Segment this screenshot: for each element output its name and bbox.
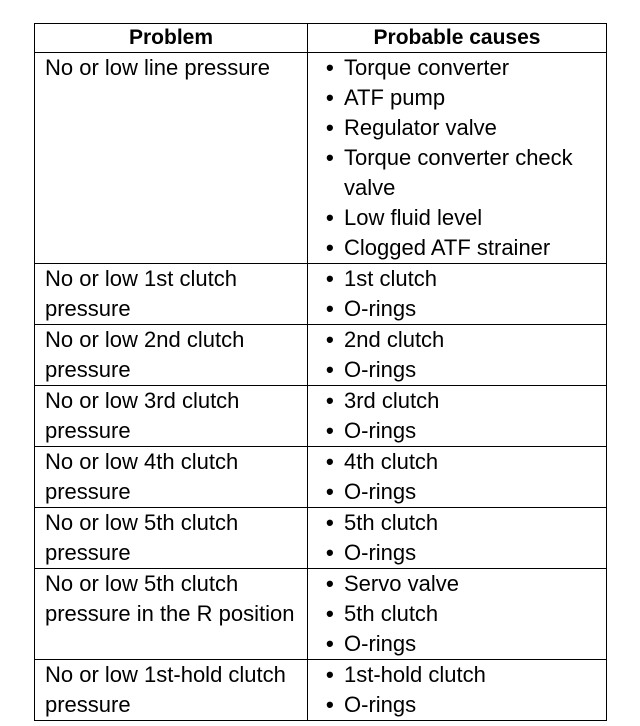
problem-text: No or low 5th clutch pressure in the R position [45,571,295,626]
cause-text: O-rings [344,692,417,717]
cause-text: Servo valve [344,571,459,596]
cause-text: O-rings [344,631,417,656]
table-row [35,660,607,721]
cause-item [322,660,600,690]
problem-text: No or low 3rd clutch pressure [45,388,240,443]
cause-text: 5th clutch [344,601,439,626]
problem-cell [35,264,308,325]
bullet-icon: • [326,449,334,474]
causes-cell [308,386,607,447]
problem-cell [35,660,308,721]
bullet-icon: • [326,418,334,443]
bullet-icon: • [326,571,334,596]
bullet-icon: • [326,205,334,230]
header-problem: Problem [35,24,308,53]
diagnosis-table [34,23,607,721]
bullet-icon: • [326,327,334,352]
problem-cell [35,53,308,264]
cause-item [322,264,600,294]
cause-text: Torque converter check valve [344,145,573,200]
cause-text: 1st-hold clutch [344,662,486,687]
cause-text: O-rings [344,296,417,321]
cause-list [308,53,606,263]
cause-item [322,143,600,203]
cause-item [322,83,600,113]
cause-text: 1st clutch [344,266,437,291]
bullet-icon: • [326,662,334,687]
bullet-icon: • [326,296,334,321]
cause-text: O-rings [344,479,417,504]
cause-item [322,477,600,507]
cause-item [322,294,600,324]
table-row [35,53,607,264]
cause-item [322,53,600,83]
bullet-icon: • [326,388,334,413]
cause-item [322,569,600,599]
problem-cell [35,447,308,508]
bullet-icon: • [326,85,334,110]
bullet-icon: • [326,631,334,656]
bullet-icon: • [326,601,334,626]
problem-cell [35,325,308,386]
cause-text: Low fluid level [344,205,483,230]
causes-cell [308,660,607,721]
cause-text: 3rd clutch [344,388,440,413]
causes-cell [308,264,607,325]
cause-item [322,113,600,143]
cause-text: 4th clutch [344,449,439,474]
causes-cell [308,447,607,508]
table-row [35,386,607,447]
problem-cell [35,508,308,569]
cause-item [322,416,600,446]
table-body [35,53,607,721]
cause-item [322,233,600,263]
bullet-icon: • [326,692,334,717]
table-row [35,569,607,660]
bullet-icon: • [326,266,334,291]
cause-item [322,599,600,629]
cause-list [308,508,606,568]
table-row [35,325,607,386]
cause-text: Clogged ATF strainer [344,235,551,260]
cause-text: 2nd clutch [344,327,445,352]
cause-item [322,508,600,538]
cause-item [322,690,600,720]
problem-cell [35,386,308,447]
table-row [35,264,607,325]
bullet-icon: • [326,479,334,504]
problem-text: No or low 1st clutch pressure [45,266,237,321]
bullet-icon: • [326,357,334,382]
cause-list [308,447,606,507]
bullet-icon: • [326,145,334,170]
causes-cell [308,508,607,569]
cause-text: O-rings [344,418,417,443]
problem-cell [35,569,308,660]
cause-list [308,264,606,324]
cause-item [322,538,600,568]
cause-item [322,447,600,477]
cause-list [308,325,606,385]
problem-text: No or low 1st-hold clutch pressure [45,662,286,717]
causes-cell [308,325,607,386]
table-row [35,508,607,569]
bullet-icon: • [326,55,334,80]
cause-text: ATF pump [344,85,446,110]
header-probable-causes: Probable causes [308,24,607,53]
cause-text: Torque converter [344,55,510,80]
problem-text: No or low line pressure [45,55,270,80]
cause-item [322,325,600,355]
bullet-icon: • [326,115,334,140]
bullet-icon: • [326,235,334,260]
cause-item [322,629,600,659]
cause-item [322,203,600,233]
cause-item [322,386,600,416]
cause-text: Regulator valve [344,115,497,140]
cause-text: 5th clutch [344,510,439,535]
cause-list [308,386,606,446]
cause-list [308,660,606,720]
table-row [35,447,607,508]
header-row [35,24,607,53]
problem-text: No or low 2nd clutch pressure [45,327,245,382]
cause-text: O-rings [344,540,417,565]
causes-cell [308,53,607,264]
causes-cell [308,569,607,660]
bullet-icon: • [326,540,334,565]
cause-item [322,355,600,385]
cause-text: O-rings [344,357,417,382]
problem-text: No or low 5th clutch pressure [45,510,239,565]
cause-list [308,569,606,659]
bullet-icon: • [326,510,334,535]
problem-text: No or low 4th clutch pressure [45,449,239,504]
